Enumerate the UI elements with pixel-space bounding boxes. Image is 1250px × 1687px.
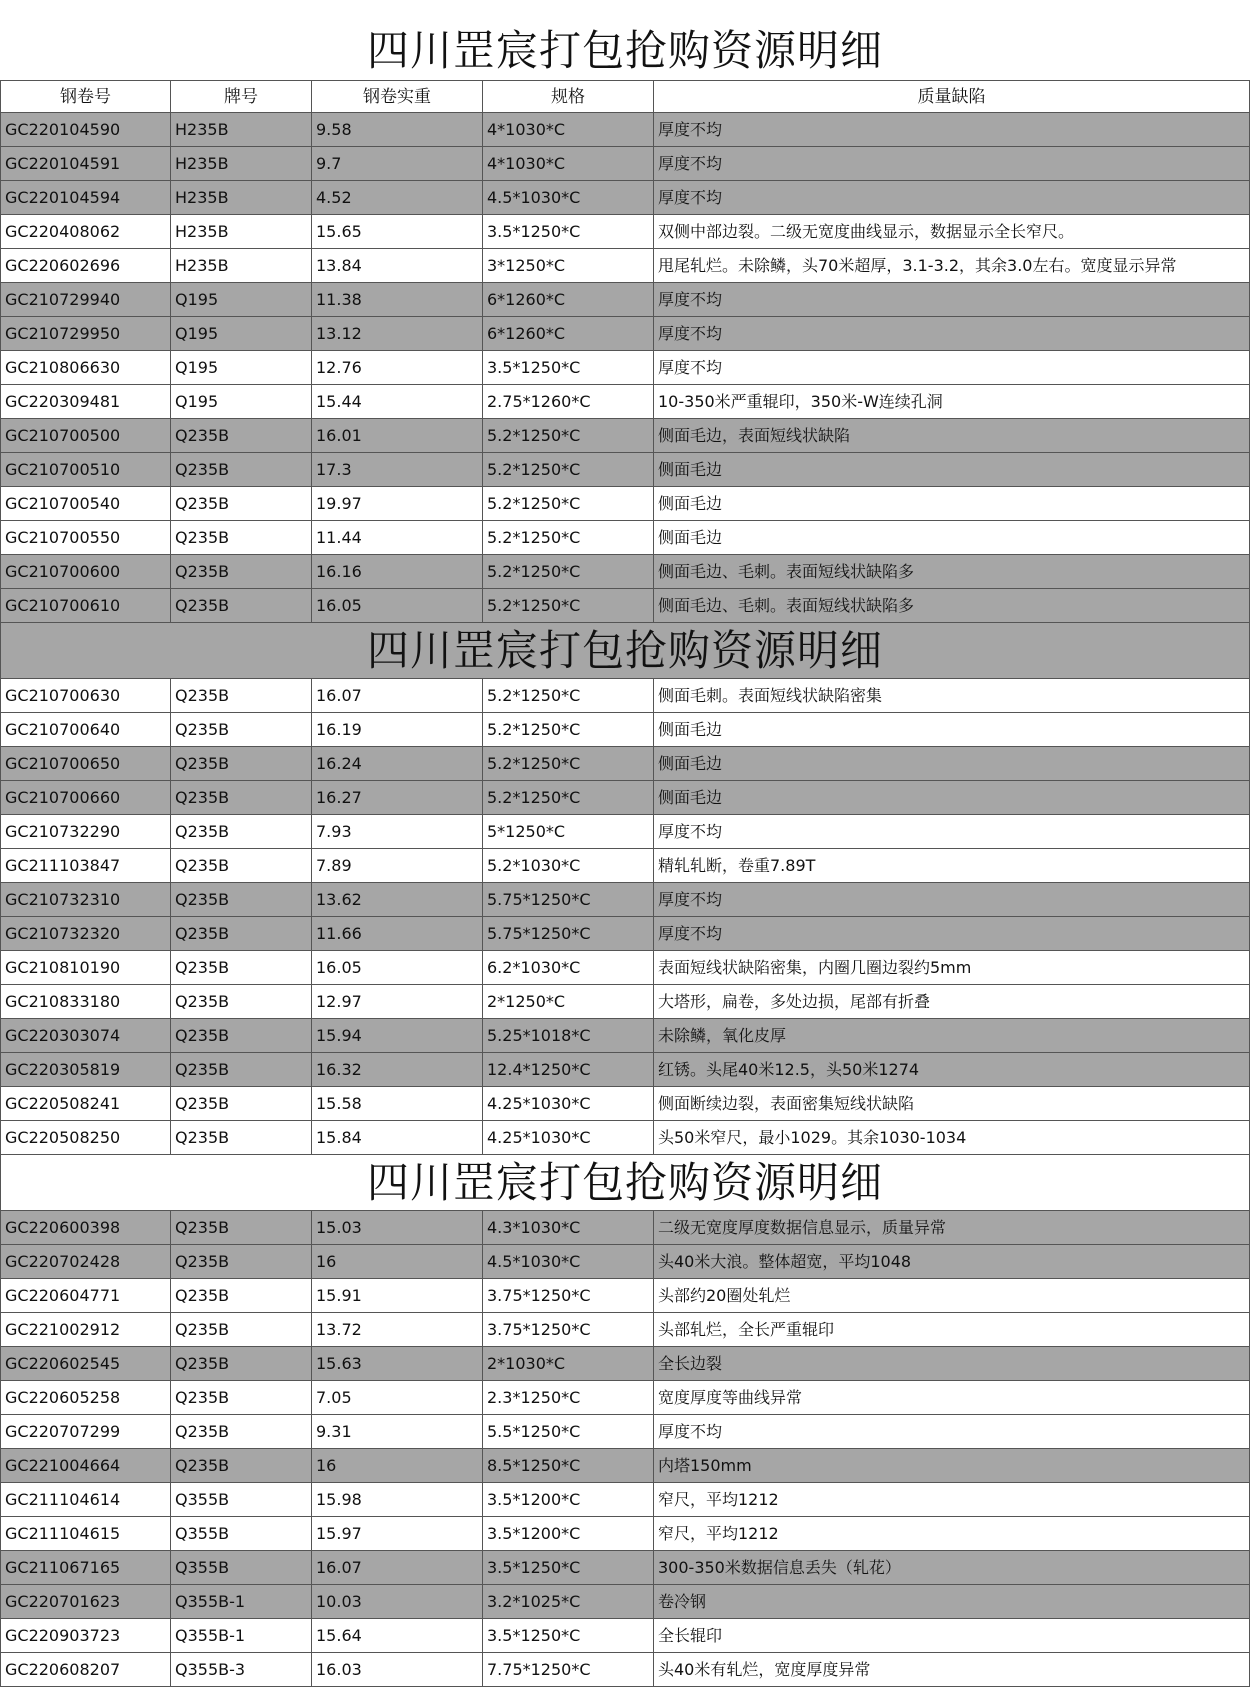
- spec-cell: 2*1250*C: [483, 985, 654, 1019]
- table-row: [0, 1245, 1250, 1279]
- grade-cell: Q235B: [171, 1449, 312, 1483]
- defect-cell: 侧面毛边: [654, 487, 1250, 521]
- table-row: [0, 781, 1250, 815]
- coil-id-cell: GC220508250: [0, 1121, 171, 1155]
- spec-cell: 3.75*1250*C: [483, 1279, 654, 1313]
- table-row: [0, 1551, 1250, 1585]
- weight-cell: 16: [312, 1449, 483, 1483]
- grade-cell: Q235B: [171, 1347, 312, 1381]
- grade-cell: Q235B: [171, 1415, 312, 1449]
- grade-cell: Q355B-1: [171, 1619, 312, 1653]
- weight-cell: 10.03: [312, 1585, 483, 1619]
- weight-cell: 13.72: [312, 1313, 483, 1347]
- table-row: [0, 521, 1250, 555]
- weight-cell: 13.62: [312, 883, 483, 917]
- grade-cell: Q235B: [171, 555, 312, 589]
- coil-id-cell: GC220309481: [0, 385, 171, 419]
- spec-cell: 4.5*1030*C: [483, 181, 654, 215]
- weight-cell: 15.65: [312, 215, 483, 249]
- coil-id-cell: GC220903723: [0, 1619, 171, 1653]
- defect-cell: 厚度不均: [654, 883, 1250, 917]
- spec-cell: 3.5*1250*C: [483, 215, 654, 249]
- spec-cell: 3*1250*C: [483, 249, 654, 283]
- weight-cell: 12.97: [312, 985, 483, 1019]
- grade-cell: Q235B: [171, 1211, 312, 1245]
- table-row: [0, 147, 1250, 181]
- grade-cell: H235B: [171, 249, 312, 283]
- coil-id-cell: GC211067165: [0, 1551, 171, 1585]
- defect-cell: 头部约20圈处轧烂: [654, 1279, 1250, 1313]
- table-row: [0, 985, 1250, 1019]
- grade-cell: Q195: [171, 385, 312, 419]
- weight-cell: 16.32: [312, 1053, 483, 1087]
- table-row: [0, 1019, 1250, 1053]
- table-row: [0, 453, 1250, 487]
- coil-id-cell: GC210810190: [0, 951, 171, 985]
- coil-id-cell: GC210700600: [0, 555, 171, 589]
- spec-cell: 5.2*1250*C: [483, 419, 654, 453]
- grade-cell: Q235B: [171, 1019, 312, 1053]
- weight-cell: 16.07: [312, 1551, 483, 1585]
- weight-cell: 13.84: [312, 249, 483, 283]
- spec-cell: 5.2*1250*C: [483, 713, 654, 747]
- defect-cell: 侧面毛刺。表面短线状缺陷密集: [654, 679, 1250, 713]
- spec-cell: 3.2*1025*C: [483, 1585, 654, 1619]
- defect-cell: 厚度不均: [654, 147, 1250, 181]
- defect-cell: 10-350米严重辊印，350米-W连续孔洞: [654, 385, 1250, 419]
- spec-cell: 6*1260*C: [483, 283, 654, 317]
- defect-cell: 侧面毛边: [654, 747, 1250, 781]
- spec-cell: 5.2*1250*C: [483, 679, 654, 713]
- spec-cell: 5.2*1250*C: [483, 747, 654, 781]
- table-row: [0, 679, 1250, 713]
- weight-cell: 16.27: [312, 781, 483, 815]
- table-row: [0, 1585, 1250, 1619]
- defect-cell: 红锈。头尾40米12.5，头50米1274: [654, 1053, 1250, 1087]
- defect-cell: 宽度厚度等曲线异常: [654, 1381, 1250, 1415]
- grade-cell: Q235B: [171, 1313, 312, 1347]
- grade-cell: Q235B: [171, 419, 312, 453]
- grade-cell: Q355B: [171, 1551, 312, 1585]
- table-row: [0, 317, 1250, 351]
- spec-cell: 3.5*1250*C: [483, 1619, 654, 1653]
- grade-cell: Q355B-1: [171, 1585, 312, 1619]
- weight-cell: 13.12: [312, 317, 483, 351]
- section-title: 四川罡宸打包抢购资源明细: [0, 1155, 1250, 1211]
- grade-cell: Q355B: [171, 1517, 312, 1551]
- table-row: [0, 1517, 1250, 1551]
- spec-cell: 4.5*1030*C: [483, 1245, 654, 1279]
- table-row: [0, 215, 1250, 249]
- spec-cell: 6*1260*C: [483, 317, 654, 351]
- spec-cell: 7.75*1250*C: [483, 1653, 654, 1687]
- column-header-coil-id: 钢卷号: [0, 81, 171, 113]
- table-row: [0, 883, 1250, 917]
- defect-cell: 卷冷钢: [654, 1585, 1250, 1619]
- coil-id-cell: GC220605258: [0, 1381, 171, 1415]
- grade-cell: Q355B-3: [171, 1653, 312, 1687]
- defect-cell: 内塔150mm: [654, 1449, 1250, 1483]
- grade-cell: Q235B: [171, 747, 312, 781]
- grade-cell: Q235B: [171, 589, 312, 623]
- coil-id-cell: GC220408062: [0, 215, 171, 249]
- defect-cell: 厚度不均: [654, 113, 1250, 147]
- coil-id-cell: GC220600398: [0, 1211, 171, 1245]
- coil-id-cell: GC210732320: [0, 917, 171, 951]
- table-row: [0, 1483, 1250, 1517]
- weight-cell: 12.76: [312, 351, 483, 385]
- coil-id-cell: GC210806630: [0, 351, 171, 385]
- grade-cell: Q355B: [171, 1483, 312, 1517]
- table-row: [0, 1619, 1250, 1653]
- table-row: [0, 419, 1250, 453]
- weight-cell: 16.01: [312, 419, 483, 453]
- spec-cell: 3.75*1250*C: [483, 1313, 654, 1347]
- table-row: [0, 1415, 1250, 1449]
- grade-cell: H235B: [171, 113, 312, 147]
- defect-cell: 甩尾轧烂。未除鳞，头70米超厚，3.1-3.2，其余3.0左右。宽度显示异常: [654, 249, 1250, 283]
- weight-cell: 19.97: [312, 487, 483, 521]
- grade-cell: Q235B: [171, 951, 312, 985]
- weight-cell: 11.66: [312, 917, 483, 951]
- table-row: [0, 1381, 1250, 1415]
- spec-cell: 4.25*1030*C: [483, 1087, 654, 1121]
- weight-cell: 17.3: [312, 453, 483, 487]
- defect-cell: 侧面毛边: [654, 453, 1250, 487]
- coil-id-cell: GC220602696: [0, 249, 171, 283]
- table-row: [0, 385, 1250, 419]
- coil-id-cell: GC220305819: [0, 1053, 171, 1087]
- grade-cell: Q195: [171, 317, 312, 351]
- weight-cell: 15.58: [312, 1087, 483, 1121]
- weight-cell: 16.03: [312, 1653, 483, 1687]
- coil-id-cell: GC211103847: [0, 849, 171, 883]
- coil-id-cell: GC210833180: [0, 985, 171, 1019]
- coil-id-cell: GC220303074: [0, 1019, 171, 1053]
- coil-id-cell: GC210700610: [0, 589, 171, 623]
- weight-cell: 9.31: [312, 1415, 483, 1449]
- coil-id-cell: GC220508241: [0, 1087, 171, 1121]
- grade-cell: H235B: [171, 215, 312, 249]
- spec-cell: 5.2*1250*C: [483, 555, 654, 589]
- spec-cell: 5.2*1030*C: [483, 849, 654, 883]
- coil-id-cell: GC220104591: [0, 147, 171, 181]
- grade-cell: Q235B: [171, 1279, 312, 1313]
- coil-id-cell: GC211104615: [0, 1517, 171, 1551]
- spec-cell: 5*1250*C: [483, 815, 654, 849]
- grade-cell: Q235B: [171, 1053, 312, 1087]
- defect-cell: 窄尺，平均1212: [654, 1517, 1250, 1551]
- column-header-spec: 规格: [483, 81, 654, 113]
- weight-cell: 16.16: [312, 555, 483, 589]
- table-row: [0, 1121, 1250, 1155]
- defect-cell: 全长辊印: [654, 1619, 1250, 1653]
- coil-id-cell: GC220104590: [0, 113, 171, 147]
- defect-cell: 头40米大浪。整体超宽，平均1048: [654, 1245, 1250, 1279]
- table-row: [0, 555, 1250, 589]
- table-row: [0, 1279, 1250, 1313]
- spec-cell: 5.5*1250*C: [483, 1415, 654, 1449]
- coil-id-cell: GC220701623: [0, 1585, 171, 1619]
- table-row: [0, 747, 1250, 781]
- defect-cell: 厚度不均: [654, 181, 1250, 215]
- spec-cell: 12.4*1250*C: [483, 1053, 654, 1087]
- defect-cell: 表面短线状缺陷密集，内圈几圈边裂约5mm: [654, 951, 1250, 985]
- weight-cell: 7.93: [312, 815, 483, 849]
- spec-cell: 5.2*1250*C: [483, 487, 654, 521]
- weight-cell: 15.63: [312, 1347, 483, 1381]
- table-row: [0, 1053, 1250, 1087]
- grade-cell: Q235B: [171, 781, 312, 815]
- grade-cell: Q235B: [171, 713, 312, 747]
- spec-cell: 8.5*1250*C: [483, 1449, 654, 1483]
- table-row: [0, 249, 1250, 283]
- table-row: [0, 1653, 1250, 1687]
- spec-cell: 5.2*1250*C: [483, 781, 654, 815]
- spec-cell: 5.75*1250*C: [483, 917, 654, 951]
- coil-id-cell: GC210729950: [0, 317, 171, 351]
- grade-cell: Q235B: [171, 917, 312, 951]
- column-header-weight: 钢卷实重: [312, 81, 483, 113]
- coil-id-cell: GC210700550: [0, 521, 171, 555]
- table-row: [0, 1449, 1250, 1483]
- grade-cell: Q235B: [171, 985, 312, 1019]
- spec-cell: 4.3*1030*C: [483, 1211, 654, 1245]
- weight-cell: 16: [312, 1245, 483, 1279]
- coil-id-cell: GC221002912: [0, 1313, 171, 1347]
- coil-id-cell: GC210729940: [0, 283, 171, 317]
- spec-cell: 2.3*1250*C: [483, 1381, 654, 1415]
- weight-cell: 7.89: [312, 849, 483, 883]
- coil-id-cell: GC220707299: [0, 1415, 171, 1449]
- defect-cell: 精轧轧断，卷重7.89T: [654, 849, 1250, 883]
- coil-id-cell: GC210700510: [0, 453, 171, 487]
- defect-cell: 侧面毛边: [654, 781, 1250, 815]
- spec-cell: 2*1030*C: [483, 1347, 654, 1381]
- table-row: [0, 181, 1250, 215]
- weight-cell: 7.05: [312, 1381, 483, 1415]
- defect-cell: 全长边裂: [654, 1347, 1250, 1381]
- spec-cell: 5.2*1250*C: [483, 589, 654, 623]
- spec-cell: 5.75*1250*C: [483, 883, 654, 917]
- defect-cell: 300-350米数据信息丢失（轧花）: [654, 1551, 1250, 1585]
- spec-cell: 2.75*1260*C: [483, 385, 654, 419]
- grade-cell: Q235B: [171, 521, 312, 555]
- weight-cell: 15.98: [312, 1483, 483, 1517]
- weight-cell: 4.52: [312, 181, 483, 215]
- weight-cell: 15.97: [312, 1517, 483, 1551]
- coil-id-cell: GC210700630: [0, 679, 171, 713]
- spec-cell: 3.5*1250*C: [483, 1551, 654, 1585]
- grade-cell: Q235B: [171, 883, 312, 917]
- table-row: [0, 815, 1250, 849]
- table-row: [0, 283, 1250, 317]
- table-row: [0, 487, 1250, 521]
- coil-id-cell: GC210700660: [0, 781, 171, 815]
- defect-cell: 窄尺，平均1212: [654, 1483, 1250, 1517]
- defect-cell: 侧面毛边: [654, 521, 1250, 555]
- defect-cell: 头50米窄尺，最小1029。其余1030-1034: [654, 1121, 1250, 1155]
- grade-cell: Q235B: [171, 1381, 312, 1415]
- defect-cell: 厚度不均: [654, 351, 1250, 385]
- weight-cell: 15.03: [312, 1211, 483, 1245]
- coil-id-cell: GC220702428: [0, 1245, 171, 1279]
- table-row: [0, 589, 1250, 623]
- spec-cell: 3.5*1250*C: [483, 351, 654, 385]
- defect-cell: 厚度不均: [654, 1415, 1250, 1449]
- section-title: 四川罡宸打包抢购资源明细: [0, 623, 1250, 679]
- defect-cell: 侧面毛边、毛刺。表面短线状缺陷多: [654, 555, 1250, 589]
- table-row: [0, 113, 1250, 147]
- table-row: [0, 1211, 1250, 1245]
- table-row: [0, 849, 1250, 883]
- spec-cell: 6.2*1030*C: [483, 951, 654, 985]
- weight-cell: 16.05: [312, 951, 483, 985]
- weight-cell: 15.44: [312, 385, 483, 419]
- spec-cell: 4*1030*C: [483, 147, 654, 181]
- weight-cell: 11.38: [312, 283, 483, 317]
- column-header-defect: 质量缺陷: [654, 81, 1250, 113]
- coil-id-cell: GC221004664: [0, 1449, 171, 1483]
- weight-cell: 9.7: [312, 147, 483, 181]
- table-row: [0, 1313, 1250, 1347]
- defect-cell: 厚度不均: [654, 283, 1250, 317]
- coil-id-cell: GC210700640: [0, 713, 171, 747]
- coil-id-cell: GC211104614: [0, 1483, 171, 1517]
- spec-cell: 5.2*1250*C: [483, 453, 654, 487]
- grade-cell: Q235B: [171, 1245, 312, 1279]
- defect-cell: 厚度不均: [654, 917, 1250, 951]
- table-row: [0, 951, 1250, 985]
- grade-cell: Q195: [171, 283, 312, 317]
- weight-cell: 16.05: [312, 589, 483, 623]
- defect-cell: 未除鳞，氧化皮厚: [654, 1019, 1250, 1053]
- table-row: [0, 351, 1250, 385]
- grade-cell: Q235B: [171, 453, 312, 487]
- spec-cell: 4.25*1030*C: [483, 1121, 654, 1155]
- grade-cell: Q235B: [171, 815, 312, 849]
- table-row: [0, 713, 1250, 747]
- defect-cell: 侧面毛边、毛刺。表面短线状缺陷多: [654, 589, 1250, 623]
- coil-id-cell: GC220104594: [0, 181, 171, 215]
- weight-cell: 15.91: [312, 1279, 483, 1313]
- defect-cell: 头40米有轧烂，宽度厚度异常: [654, 1653, 1250, 1687]
- spec-cell: 3.5*1200*C: [483, 1483, 654, 1517]
- grade-cell: H235B: [171, 147, 312, 181]
- coil-id-cell: GC210732290: [0, 815, 171, 849]
- grade-cell: Q195: [171, 351, 312, 385]
- defect-cell: 侧面断续边裂，表面密集短线状缺陷: [654, 1087, 1250, 1121]
- weight-cell: 15.64: [312, 1619, 483, 1653]
- weight-cell: 15.84: [312, 1121, 483, 1155]
- spec-cell: 5.25*1018*C: [483, 1019, 654, 1053]
- grade-cell: Q235B: [171, 849, 312, 883]
- spec-cell: 3.5*1200*C: [483, 1517, 654, 1551]
- grade-cell: Q235B: [171, 487, 312, 521]
- coil-id-cell: GC220608207: [0, 1653, 171, 1687]
- coil-id-cell: GC220602545: [0, 1347, 171, 1381]
- column-header-grade: 牌号: [171, 81, 312, 113]
- weight-cell: 16.24: [312, 747, 483, 781]
- grade-cell: Q235B: [171, 1087, 312, 1121]
- table-row: [0, 917, 1250, 951]
- grade-cell: Q235B: [171, 1121, 312, 1155]
- coil-id-cell: GC210732310: [0, 883, 171, 917]
- grade-cell: Q235B: [171, 679, 312, 713]
- spec-cell: 4*1030*C: [483, 113, 654, 147]
- weight-cell: 15.94: [312, 1019, 483, 1053]
- weight-cell: 11.44: [312, 521, 483, 555]
- defect-cell: 二级无宽度厚度数据信息显示，质量异常: [654, 1211, 1250, 1245]
- defect-cell: 侧面毛边: [654, 713, 1250, 747]
- defect-cell: 大塔形，扁卷，多处边损，尾部有折叠: [654, 985, 1250, 1019]
- defect-cell: 厚度不均: [654, 815, 1250, 849]
- weight-cell: 16.07: [312, 679, 483, 713]
- table-header: [0, 80, 1250, 113]
- coil-id-cell: GC220604771: [0, 1279, 171, 1313]
- weight-cell: 9.58: [312, 113, 483, 147]
- table-row: [0, 1087, 1250, 1121]
- defect-cell: 厚度不均: [654, 317, 1250, 351]
- spec-cell: 5.2*1250*C: [483, 521, 654, 555]
- table-row: [0, 1347, 1250, 1381]
- grade-cell: H235B: [171, 181, 312, 215]
- weight-cell: 16.19: [312, 713, 483, 747]
- coil-id-cell: GC210700650: [0, 747, 171, 781]
- defect-cell: 双侧中部边裂。二级无宽度曲线显示，数据显示全长窄尺。: [654, 215, 1250, 249]
- defect-cell: 头部轧烂，全长严重辊印: [654, 1313, 1250, 1347]
- page-title: 四川罡宸打包抢购资源明细: [366, 26, 883, 75]
- coil-id-cell: GC210700540: [0, 487, 171, 521]
- coil-id-cell: GC210700500: [0, 419, 171, 453]
- defect-cell: 侧面毛边，表面短线状缺陷: [654, 419, 1250, 453]
